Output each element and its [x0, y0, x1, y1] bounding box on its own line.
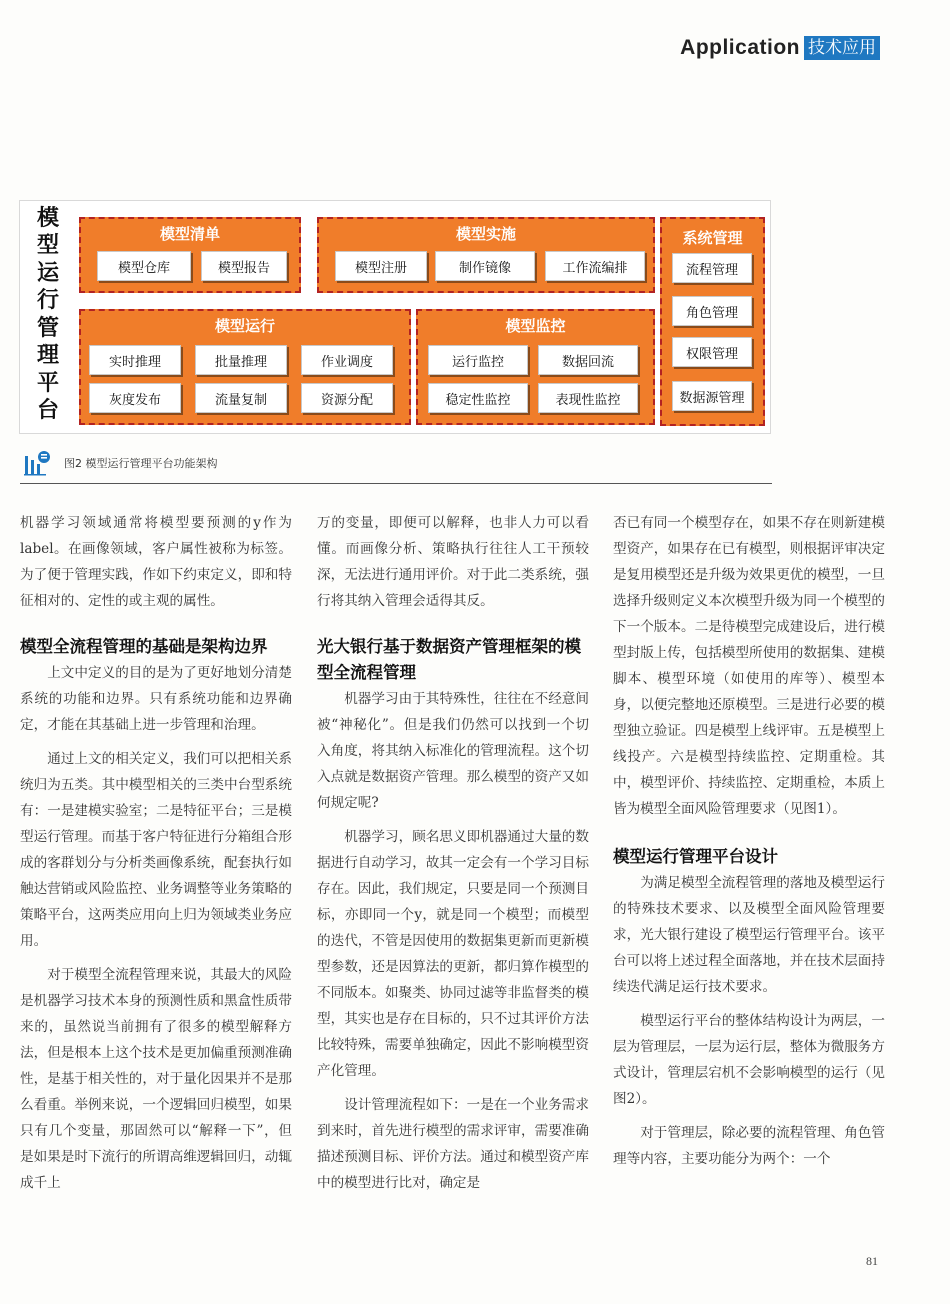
text-column-2	[317, 510, 589, 1196]
box-datasource-management: 数据源管理	[672, 381, 752, 411]
box-realtime-inference: 实时推理	[89, 345, 181, 375]
vertical-title-char: 模	[36, 206, 59, 231]
group-model-monitoring	[416, 309, 655, 425]
paragraph: 对于管理层，除必要的流程管理、角色管理等内容，主要功能分为两个：一个	[613, 1125, 885, 1167]
box-permission-management: 权限管理	[672, 337, 752, 367]
text-column-1	[20, 510, 292, 1196]
group-title: 模型监控	[505, 317, 566, 335]
section-header	[680, 36, 880, 60]
vertical-title-char: 型	[36, 233, 59, 259]
group-model-running	[79, 309, 411, 425]
box-runtime-monitoring: 运行监控	[428, 345, 528, 375]
group-title: 模型清单	[159, 225, 220, 243]
paragraph: 上文中定义的目的是为了更好地划分清楚系统的功能和边界。只有系统功能和边界确定，才能在其基础上进一步管理和治理。	[20, 665, 292, 733]
vertical-title-char: 管	[36, 315, 59, 341]
group-title: 模型实施	[455, 225, 516, 243]
paragraph: 为满足模型全流程管理的落地及模型运行的特殊技术要求、以及模型全面风险管理要求，光大银行建设了模型运行管理平台。该平台可以将上述过程全面落地，并在技术层面持续迭代满足运行技术要求。	[613, 875, 885, 995]
box-build-image: 制作镜像	[435, 251, 535, 281]
group-model-inventory	[79, 217, 301, 293]
paragraph: 设计管理流程如下：一是在一个业务需求到来时，首先进行模型的需求评审，需要准确描述预测目标、评价方法。通过和模型资产库中的模型进行比对，确定是	[317, 1097, 589, 1191]
box-model-repository: 模型仓库	[97, 251, 191, 281]
box-data-backflow: 数据回流	[538, 345, 638, 375]
figure-caption-text: 图2 模型运行管理平台功能架构	[64, 457, 218, 470]
section-heading: 模型全流程管理的基础是架构边界	[20, 637, 268, 656]
group-title: 模型运行	[214, 317, 275, 335]
box-gray-release: 灰度发布	[89, 383, 181, 413]
box-model-register: 模型注册	[335, 251, 427, 281]
vertical-title-char: 运	[36, 260, 59, 286]
vertical-title-char: 台	[36, 397, 59, 423]
box-batch-inference: 批量推理	[195, 345, 287, 375]
box-resource-allocation: 资源分配	[301, 383, 393, 413]
group-title: 系统管理	[682, 229, 743, 247]
caption-divider	[20, 483, 772, 484]
section-heading: 光大银行基于数据资产管理框架的模型全流程管理	[317, 637, 581, 682]
architecture-figure	[19, 200, 771, 434]
figure-vertical-title	[26, 207, 70, 423]
vertical-title-char: 平	[36, 370, 59, 396]
paragraph: 机器学习领域通常将模型要预测的y作为label。在画像领域，客户属性被称为标签。为了便于管理实践，作如下约束定义，即和特征相对的、定性的或主观的属性。	[20, 515, 292, 609]
box-traffic-replication: 流量复制	[195, 383, 287, 413]
box-model-report: 模型报告	[201, 251, 287, 281]
page-number: 81	[866, 1254, 878, 1268]
box-performance-monitoring: 表现性监控	[538, 383, 638, 413]
box-job-scheduling: 作业调度	[301, 345, 393, 375]
paragraph: 万的变量，即便可以解释，也非人力可以看懂。而画像分析、策略执行往往人工干预较深，无法进行通用评价。对于此二类系统，强行将其纳入管理会适得其反。	[317, 515, 589, 609]
vertical-title-char: 行	[36, 288, 59, 314]
group-system-management	[660, 217, 765, 426]
paragraph: 机器学习，顾名思义即机器通过大量的数据进行自动学习，故其一定会有一个学习目标存在。因此，我们规定，只要是同一个预测目标，亦即同一个y，就是同一个模型；而模型的迭代，不管是因使用的数据集更新而更新模型参数，还是因算法的更新，都归算作模型的不同版本。如聚类、协同过滤等非监督类的模型，其实也是存在目标的，只不过其评价方法比较特殊，需要单独确定，因此不影响模型资产化管理。	[317, 829, 589, 1079]
paragraph: 机器学习由于其特殊性，往往在不经意间被“神秘化”。但是我们仍然可以找到一个切入角度，将其纳入标准化的管理流程。这个切入点就是数据资产管理。那么模型的资产又如何规定呢?	[317, 691, 589, 811]
section-heading: 模型运行管理平台设计	[613, 847, 778, 866]
chart-bars-icon	[24, 450, 52, 476]
paragraph: 模型运行平台的整体结构设计为两层，一层为管理层，一层为运行层，整体为微服务方式设计，管理层宕机不会影响模型的运行（见图2）。	[613, 1013, 885, 1107]
box-role-management: 角色管理	[672, 296, 752, 326]
paragraph: 通过上文的相关定义，我们可以把相关系统归为五类。其中模型相关的三类中台型系统有：一是建模实验室；二是特征平台；三是模型运行管理。而基于客户特征进行分箱组合形成的客群划分与分析类画像系统，配套执行如触达营销或风险监控、业务调整等业务策略的策略平台，这两类应用向上归为领域类业务应用。	[20, 751, 292, 949]
paragraph: 对于模型全流程管理来说，其最大的风险是机器学习技术本身的预测性质和黑盒性质带来的，虽然说当前拥有了很多的模型解释方法，但是根本上这个技术是更加偏重预测准确性，是基于相关性的，对于量化因果并不是那么看重。举例来说，一个逻辑回归模型，如果只有几个变量，那固然可以“解释一下”，但是如果是时下流行的所谓高维逻辑回归，动辄成千上	[20, 967, 292, 1191]
figure-caption	[24, 450, 218, 476]
section-header-cn: 技术应用	[804, 36, 880, 60]
box-stability-monitoring: 稳定性监控	[428, 383, 528, 413]
box-workflow-orchestration: 工作流编排	[545, 251, 645, 281]
section-header-en: Application	[680, 36, 800, 59]
text-column-3	[613, 510, 885, 1172]
box-process-management: 流程管理	[672, 253, 752, 283]
vertical-title-char: 理	[36, 343, 59, 369]
paragraph: 否已有同一个模型存在，如果不存在则新建模型资产，如果存在已有模型，则根据评审决定是复用模型还是升级为效果更优的模型，一旦选择升级则定义本次模型升级为同一个模型的下一个版本。二是待模型完成建设后，进行模型封版上传，包括模型所使用的数据集、建模脚本、模型环境（如使用的库等）、模型本身，以便完整地还原模型。三是进行必要的模型独立验证。四是模型上线评审。五是模型上线投产。六是模型持续监控、定期重检。其中，模型评价、持续监控、定期重检，本质上皆为模型全面风险管理要求（见图1）。	[613, 515, 885, 817]
group-model-implementation	[317, 217, 655, 293]
